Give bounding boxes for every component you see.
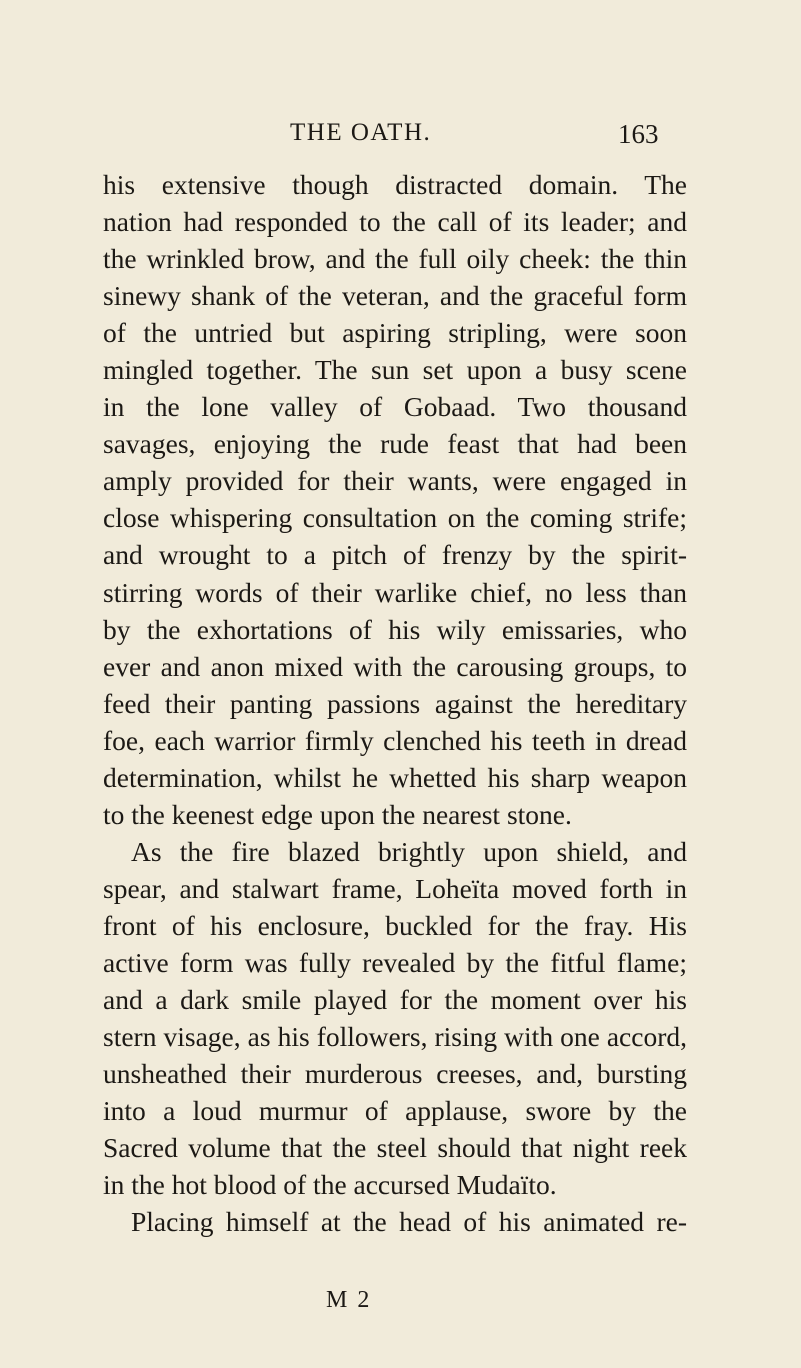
signature-mark: M 2 <box>326 1287 372 1313</box>
text-line: Placing himself at the head of his animated re- <box>131 1206 687 1238</box>
text-line: determination, whilst he whetted his sharp weapon <box>103 761 687 793</box>
body-text <box>103 166 687 1240</box>
text-line: into a loud murmur of applause, swore by the <box>103 1095 687 1127</box>
text-line: active form was fully revealed by the fitful flame; <box>103 946 687 978</box>
text-line: front of his enclosure, buckled for the fray. His <box>103 909 687 941</box>
text-line: his extensive though distracted domain. The <box>103 169 687 200</box>
text-line: stirring words of their warlike chief, no less than <box>103 576 687 608</box>
text-line: in the lone valley of Gobaad. Two thousand <box>103 391 687 423</box>
running-head <box>0 119 801 159</box>
text-line: of the untried but aspiring stripling, were soon <box>103 317 687 349</box>
text-line: savages, enjoying the rude feast that had been <box>103 428 687 460</box>
text-line: feed their panting passions against the hereditary <box>103 687 687 719</box>
page-number: 163 <box>618 119 659 149</box>
text-line: to the keenest edge upon the nearest stone. <box>103 798 572 830</box>
text-line: mingled together. The sun set upon a busy scene <box>103 354 687 386</box>
text-line: the wrinkled brow, and the full oily cheek: the thin <box>103 243 687 275</box>
text-line: sinewy shank of the veteran, and the graceful form <box>103 280 687 312</box>
running-title: THE OATH. <box>290 119 432 146</box>
text-line: and a dark smile played for the moment over his <box>103 984 687 1016</box>
text-line: unsheathed their murderous creeses, and, bursting <box>103 1058 687 1090</box>
text-line: in the hot blood of the accursed Mudaïto. <box>103 1169 557 1201</box>
text-line: spear, and stalwart frame, Loheïta moved forth in <box>103 872 687 904</box>
text-line: by the exhortations of his wily emissaries, who <box>103 613 687 645</box>
text-line: stern visage, as his followers, rising with one accord, <box>103 1021 687 1053</box>
text-line: and wrought to a pitch of frenzy by the spirit- <box>103 539 687 571</box>
text-line: amply provided for their wants, were engaged in <box>103 465 687 497</box>
text-line: foe, each warrior firmly clenched his teeth in dread <box>103 724 687 756</box>
text-line: close whispering consultation on the coming strife; <box>103 502 687 534</box>
text-line: Sacred volume that the steel should that night reek <box>103 1132 687 1164</box>
text-line: nation had responded to the call of its leader; and <box>103 206 687 238</box>
text-line: ever and anon mixed with the carousing groups, to <box>103 650 687 682</box>
text-line: As the fire blazed brightly upon shield, and <box>131 835 687 867</box>
